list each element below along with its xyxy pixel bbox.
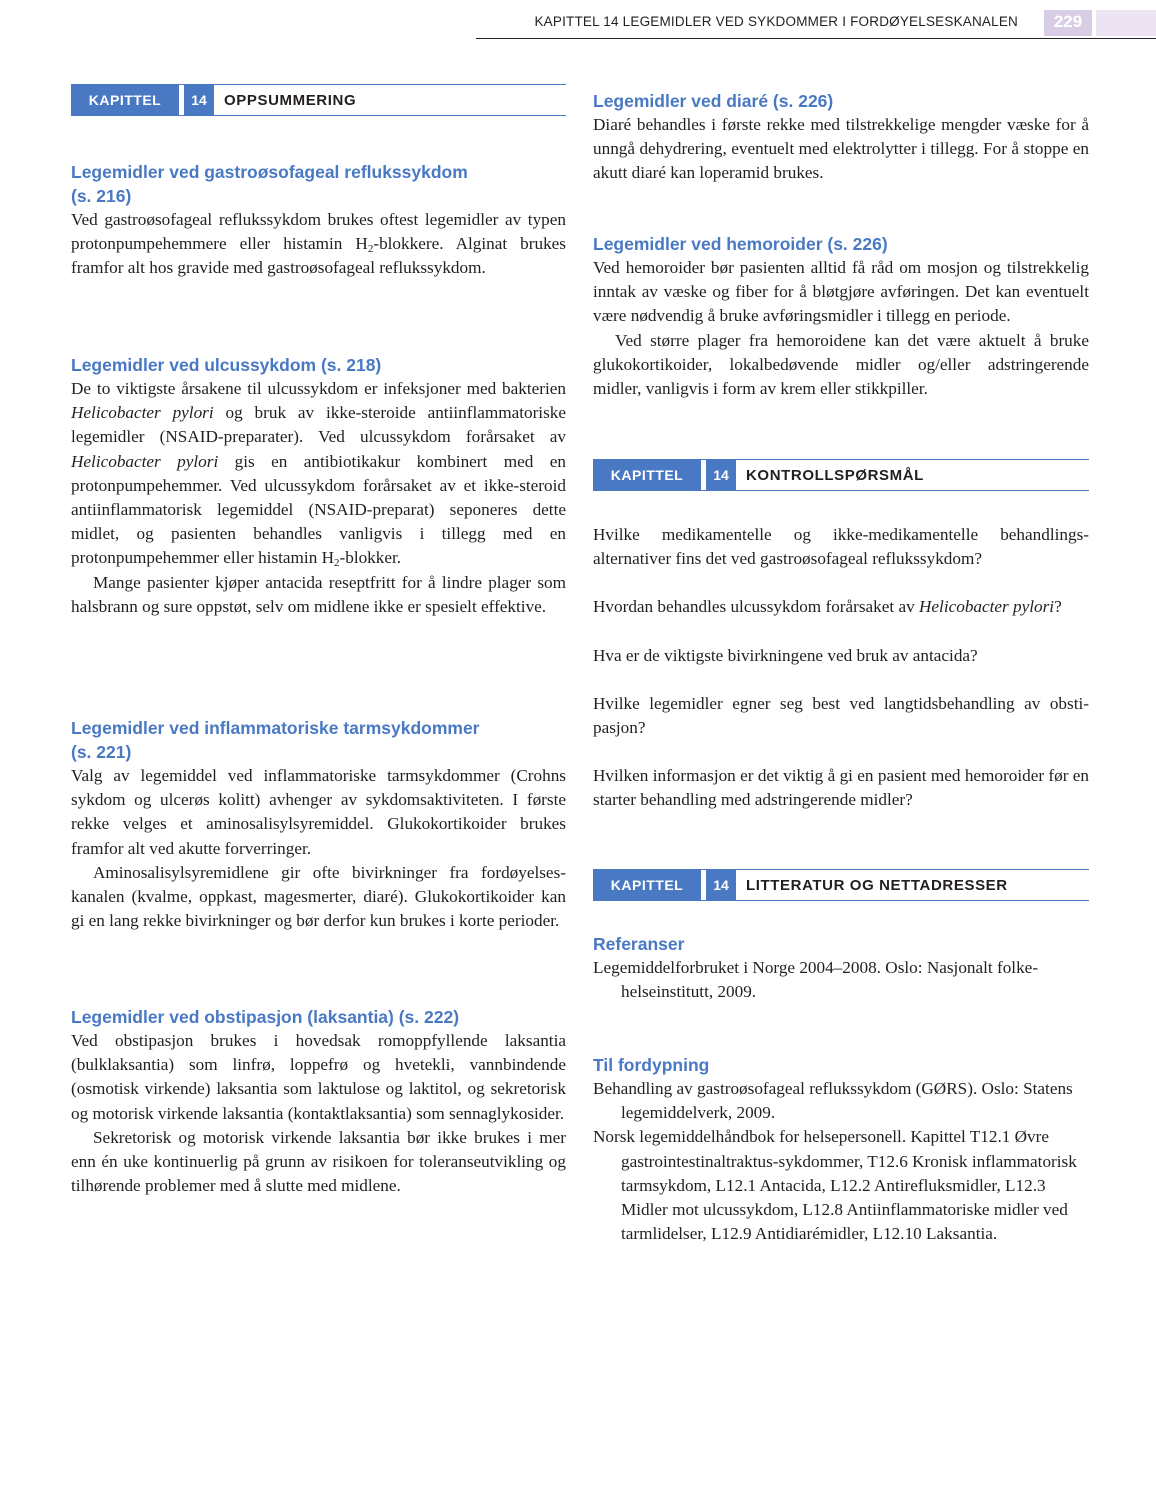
section-heading: [71, 716, 566, 764]
section-reflux: [71, 160, 566, 281]
running-title: KAPITTEL 14 LEGEMIDLER VED SYKDOMMER I FORDØYELSESKANALEN: [534, 14, 1018, 29]
page-number: 229: [1044, 10, 1092, 36]
chapter-bar-title: OPPSUMMERING: [224, 91, 357, 109]
chapter-bar-questions: [593, 459, 1089, 491]
paragraph: Ved obstipasjon brukes i hovedsak romoppfyllende laksantia (bulklaksantia) som linfrø, loppefrø og hvetekli, vannbindende (osmotisk virkende) laksantia som laktulose og laktitol, og sekretorisk og motorisk virkende laksantia (kontaktlaksantia) som sennaglykosider.: [71, 1031, 566, 1123]
question: Hvilke legemidler egner seg best ved langtidsbehandling av obstipasjon?: [593, 693, 1089, 738]
section-hemorrhoids: [593, 232, 1089, 401]
chapter-bar-summary: [71, 84, 566, 116]
chapter-bar-title: KONTROLLSPØRSMÅL: [746, 466, 924, 484]
section-heading: [71, 160, 566, 208]
section-heading: Legemidler ved diaré (s. 226): [593, 91, 834, 111]
section-ibd: [71, 716, 566, 933]
chapter-label: KAPITTEL: [593, 870, 701, 900]
section-ulcer: [71, 353, 566, 619]
section-heading: Legemidler ved hemoroider (s. 226): [593, 234, 888, 254]
review-questions: [593, 523, 1089, 837]
chapter-label: KAPITTEL: [71, 85, 179, 115]
question: Hvilken informasjon er det viktig å gi en pasient med hemoroider før en starter behandling med adstringerende midler?: [593, 766, 1089, 810]
paragraph: Ved gastroøsofageal reflukssykdom brukes oftest legemidler av typen protonpumpehemmere eller histamin $H_2$-blokkere. Alginat brukes framfor alt hos gravide med gastroøsofageal reflukssykdom.: [71, 210, 566, 278]
running-header: [476, 10, 1156, 39]
question: Hvordan behandles ulcussykdom forårsaket av Helicobacter pylori?: [593, 597, 1062, 617]
section-heading: Legemidler ved obstipasjon (laksantia) (s. 222): [71, 1007, 460, 1027]
chapter-label: KAPITTEL: [593, 460, 701, 490]
paragraph: Sekretorisk og motorisk virkende laksantia bør ikke brukes i mer enn én uke kontinuerlig på grunn av risikoen for toleranseutvikling og tilhørende problemer med å slutte med midlene.: [71, 1127, 566, 1196]
heading-line-1: Legemidler ved inflammatoriske tarmsykdommer: [71, 718, 480, 738]
section-diarrhea: [593, 89, 1089, 186]
question: Hva er de viktigste bivirkningene ved bruk av antacida?: [593, 645, 978, 665]
paragraph: Valg av legemiddel ved inflammatoriske tarmsykdommer (Crohns sykdom og ulcerøs kolitt) avhenger av sykdomsaktiviteten. I første rekke velges et aminosalisylsyremiddel. Glukokortikoider brukes framfor alt ved akutte forverringer.: [71, 766, 566, 858]
reference-entry: Legemiddelforbruket i Norge 2004–2008. Oslo: Nasjonalt folkehelseinstitutt, 2009.: [593, 958, 1039, 1002]
section-references: [593, 932, 1089, 1004]
paragraph: Aminosalisylsyremidlene gir ofte bivirkninger fra fordøyelseskanalen (kvalme, oppkast, magesmerter, diaré). Glukokortikoider kan gi en lang rekke bivirkninger og bør derfor kun brukes i korte perioder.: [71, 862, 566, 931]
section-heading: Referanser: [593, 934, 685, 954]
paragraph: De to viktigste årsakene til ulcussykdom er infeksjoner med bakterien Helicobacter pylori og bruk av ikke-steroide antiinflammatoriske legemidler (NSAID-preparater). Ved ulcussykdom forårsaket av Helicobacter pylori gis en antibiotikakur kombinert med en protonpumpehemmer. Ved ulcussykdom forårsaket av et ikke-steroid antiinflammatorisk legemiddel (NSAID-preparat) seponeres dette midlet, og pasienten behandles vanligvis i tillegg med en protonpumpehemmer eller histamin $H_2$-blokker.: [71, 379, 566, 570]
heading-line-1: Legemidler ved gastroøsofageal reflukssykdom: [71, 162, 468, 182]
question: Hvilke medikamentelle og ikke-medikamentelle behandlingsalternativer fins det ved gastroøsofageal reflukssykdom?: [593, 525, 1089, 569]
heading-line-2: (s. 221): [71, 742, 132, 762]
section-constipation: [71, 1005, 566, 1198]
chapter-number: 14: [184, 85, 214, 115]
chapter-bar-literature: [593, 869, 1089, 901]
heading-line-2: (s. 216): [71, 186, 132, 206]
paragraph: Ved hemoroider bør pasienten alltid få råd om mosjon og tilstrekkelig inntak av væske og fiber for å bløtgjøre avføringen. Det kan eventuelt være nødvendig å bruke avføringsmidler i tillegg en periode.: [593, 258, 1089, 326]
paragraph: Ved større plager fra hemoroidene kan det være aktuelt å bruke glukokortikoider, lokalbedøvende midler og/eller adstringerende midler, vanligvis i form av krem eller stikkpiller.: [593, 330, 1089, 399]
chapter-bar-title: LITTERATUR OG NETTADRESSER: [746, 876, 1008, 894]
section-heading: Til fordypning: [593, 1055, 710, 1075]
paragraph: Diaré behandles i første rekke med tilstrekkelige mengder væske for å unngå dehydrering, eventuelt med elektrolytter i tillegg. For å stoppe en akutt diaré kan loperamid brukes.: [593, 115, 1089, 183]
chapter-number: 14: [706, 870, 736, 900]
header-tab-decoration: [1096, 10, 1156, 36]
reference-entry: Behandling av gastroøsofageal reflukssykdom (GØRS). Oslo: Statens legemiddelverk, 2009.: [593, 1079, 1073, 1123]
section-further-reading: [593, 1053, 1089, 1246]
chapter-number: 14: [706, 460, 736, 490]
paragraph: Mange pasienter kjøper antacida reseptfritt for å lindre plager som halsbrann og sure oppstøt, selv om midlene ikke er spesielt effektive.: [71, 572, 566, 616]
section-heading: Legemidler ved ulcussykdom (s. 218): [71, 355, 382, 375]
reference-entry: Norsk legemiddelhåndbok for helsepersonell. Kapittel T12.1 Øvre gastrointestinaltraktus-sykdommer, T12.6 Kronisk inflammatorisk tarmsykdom, L12.1 Antacida, L12.2 Antirefluksmidler, L12.3 Midler mot ulcussykdom, L12.8 Antiinflammatoriske midler ved tarmlidelser, L12.9 Antidiarémidler, L12.10 Laksantia.: [593, 1127, 1077, 1244]
